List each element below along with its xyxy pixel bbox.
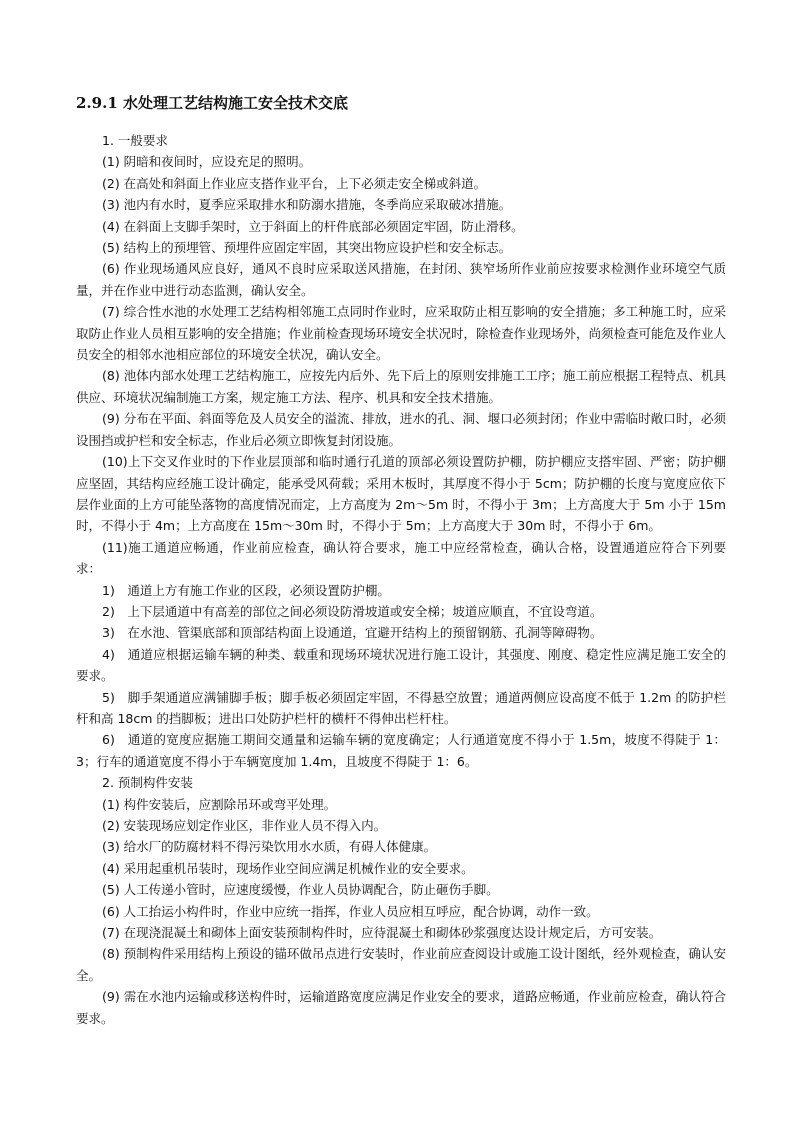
- paragraph: (9) 分布在平面、斜面等危及人员安全的溢流、排放，进水的孔、洞、堰口必须封闭；作业中需临时敞口时，必须设围挡或护栏和安全标志，作业后必须立即恢复封闭设施。: [76, 411, 726, 448]
- paragraph: (3) 给水厂的防腐材料不得污染饮用水水质，有碍人体健康。: [102, 839, 437, 855]
- paragraph: 2) 上下层通道中有高差的部位之间必须设防滑坡道或安全梯；坡道应顺直，不宜设弯道。: [102, 603, 603, 619]
- paragraph: (4) 采用起重机吊装时，现场作业空间应满足机械作业的安全要求。: [102, 860, 474, 876]
- paragraph: 1. 一般要求: [102, 133, 168, 148]
- paragraph: 5) 脚手架通道应满铺脚手板；脚手板必须固定牢固，不得悬空放置；通道两侧应设高度不低于 1.2m 的防护栏杆和高 18cm 的挡脚板；进出口处防护栏杆的横杆不得伸出栏杆柱。: [76, 689, 726, 726]
- paragraph: (6) 作业现场通风应良好，通风不良时应采取送风措施，在封闭、狭窄场所作业前应按要求检测作业环境空气质量，并在作业中进行动态监测，确认安全。: [76, 261, 726, 298]
- paragraph: (1) 构件安装后，应割除吊环或弯平处理。: [102, 796, 337, 812]
- paragraph: (6) 人工抬运小构件时，作业中应统一指挥，作业人员应相互呼应，配合协调，动作一致。: [102, 903, 599, 919]
- paragraph: 3) 在水池、管渠底部和顶部结构面上设通道，宜避开结构上的预留钢筋、孔洞等障碍物。: [102, 625, 603, 641]
- paragraph: 2. 预制构件安装: [102, 775, 193, 791]
- document-body: [76, 130, 726, 1029]
- paragraph: (2) 在高处和斜面上作业应支搭作业平台，上下必须走安全梯或斜道。: [102, 175, 487, 191]
- paragraph: (2) 安装现场应划定作业区，非作业人员不得入内。: [102, 818, 387, 833]
- paragraph: 4) 通道应根据运输车辆的种类、载重和现场环境状况进行施工设计，其强度、刚度、稳定性应满足施工安全的要求。: [76, 646, 726, 684]
- paragraph: (3) 池内有水时，夏季应采取排水和防溺水措施，冬季尚应采取破冰措施。: [102, 197, 512, 213]
- paragraph: (4) 在斜面上支脚手架时，立于斜面上的杆件底部必须固定牢固，防止滑移。: [102, 218, 524, 234]
- section-title: 2.9.1 水处理工艺结构施工安全技术交底: [76, 94, 348, 112]
- paragraph: (5) 人工传递小管时，应速度缓慢，作业人员协调配合，防止砸伤手脚。: [102, 882, 499, 898]
- paragraph: (9) 需在水池内运输或移送构件时，运输道路宽度应满足作业安全的要求，道路应畅通，作业前应检查，确认符合要求。: [76, 989, 726, 1026]
- paragraph: (7) 综合性水池的水处理工艺结构相邻施工点同时作业时，应采取防止相互影响的安全措施；多工种施工时，应采取防止作业人员相互影响的安全措施；作业前检查现场环境安全状况时，除检查作业现场外，尚须检查可能危及作业人员安全的相邻水池相应部位的环境安全状况，确认安全。: [76, 304, 727, 363]
- paragraph: 6) 通道的宽度应据施工期间交通量和运输车辆的宽度确定；人行通道宽度不得小于 1.5m，坡度不得陡于 1：3；行车的通道宽度不得小于车辆宽度加 1.4m，且坡度不得陡于 1：6。: [76, 732, 726, 769]
- paragraph: (7) 在现浇混凝土和砌体上面安装预制构件时，应待混凝土和砌体砂浆强度达设计规定后，方可安装。: [102, 925, 662, 941]
- paragraph: (10)上下交叉作业时的下作业层顶部和临时通行孔道的顶部必须设置防护棚，防护棚应支搭牢固、严密；防护棚应坚固，其结构应经施工设计确定，能承受风荷载；采用木板时，其厚度不得小于 5cm；防护棚的长度与宽度应依下层作业面的上方可能坠落物的高度情况而定，上方高度为 2m～5m 时，不得小于 3m；上方高度大于 5m 小于 15m 时，不得小于 4m；上方高度在 15m～30m 时，不得小于 5m；上方高度大于 30m 时，不得小于 6m。: [76, 454, 726, 534]
- paragraph: (11)施工通道应畅通，作业前应检查，确认符合要求，施工中应经常检查，确认合格，设置通道应符合下列要求：: [76, 539, 726, 577]
- paragraph: (5) 结构上的预埋管、预埋件应固定牢固，其突出物应设护栏和安全标志。: [102, 240, 512, 256]
- paragraph: 1) 通道上方有施工作业的区段，必须设置防护棚。: [102, 582, 390, 598]
- paragraph: (1) 阴暗和夜间时，应设充足的照明。: [102, 154, 312, 170]
- paragraph: (8) 池体内部水处理工艺结构施工，应按先内后外、先下后上的原则安排施工工序；施工前应根据工程特点、机具供应、环境状况编制施工方案，规定施工方法、程序、机具和安全技术措施。: [76, 368, 726, 405]
- paragraph: (8) 预制构件采用结构上预设的锚环做吊点进行安装时，作业前应查阅设计或施工设计图纸，经外观检查，确认安全。: [76, 946, 726, 983]
